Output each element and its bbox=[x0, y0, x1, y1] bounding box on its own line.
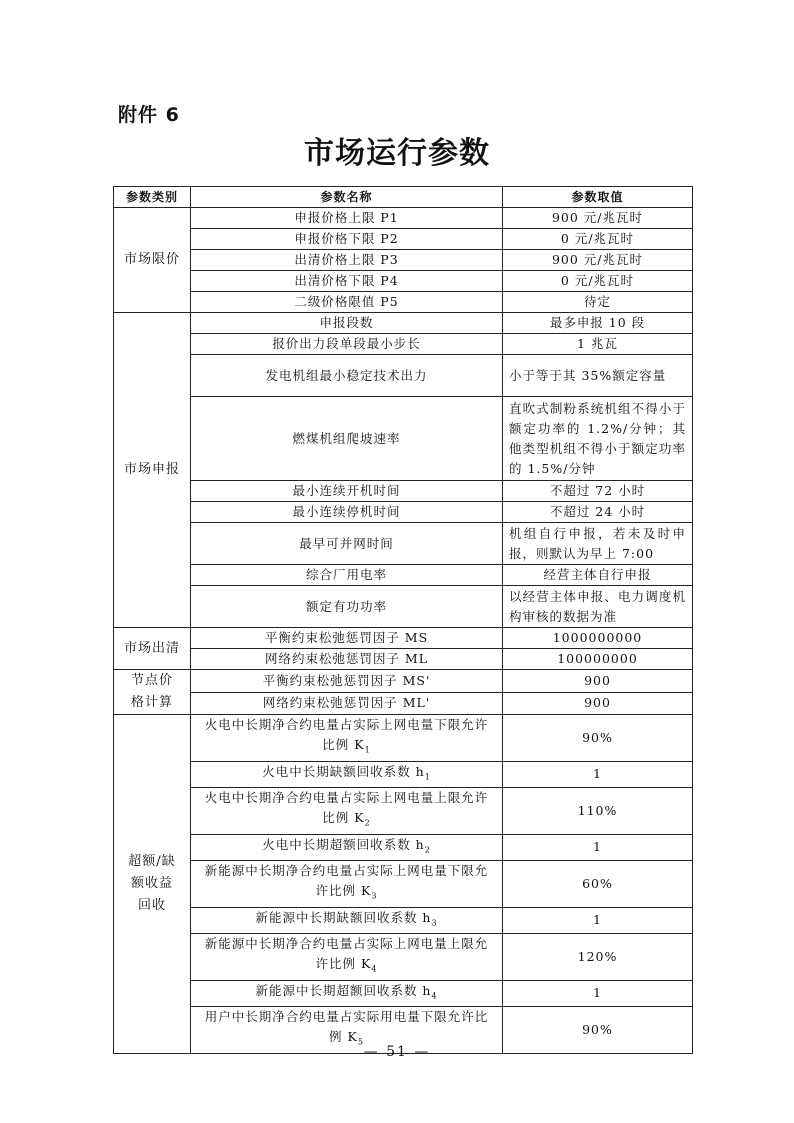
table-row bbox=[114, 229, 693, 250]
parameter-value-cell: 不超过 72 小时 bbox=[503, 481, 693, 502]
parameter-name: 新能源中长期净合约电量占实际上网电量上限允许比例 K bbox=[204, 936, 489, 971]
parameter-name-cell: 出清价格下限 P4 bbox=[191, 271, 503, 292]
parameter-name-cell: 网络约束松弛惩罚因子 ML' bbox=[191, 692, 503, 715]
parameter-value-cell: 小于等于其 35%额定容量 bbox=[503, 355, 693, 397]
parameter-value-cell: 以经营主体申报、电力调度机构审核的数据为准 bbox=[503, 586, 693, 628]
table-row bbox=[114, 502, 693, 523]
parameter-value-cell: 待定 bbox=[503, 292, 693, 313]
parameter-name-cell: 申报价格上限 P1 bbox=[191, 208, 503, 229]
parameter-name-cell: 综合厂用电率 bbox=[191, 565, 503, 586]
page-number: — 51 — bbox=[363, 1044, 431, 1060]
parameter-name-cell: 最小连续开机时间 bbox=[191, 481, 503, 502]
table-row bbox=[114, 692, 693, 715]
parameter-name: 火电中长期净合约电量占实际上网电量上限允许比例 K bbox=[204, 790, 489, 825]
parameter-value-cell: 1000000000 bbox=[503, 628, 693, 649]
parameter-value-cell: 0 元/兆瓦时 bbox=[503, 271, 693, 292]
parameter-value-cell: 110% bbox=[503, 788, 693, 835]
parameter-value-cell: 100000000 bbox=[503, 649, 693, 670]
category-cell: 超额/缺额收益回收 bbox=[114, 715, 191, 1054]
parameter-value-cell: 1 兆瓦 bbox=[503, 334, 693, 355]
parameter-value-cell: 90% bbox=[503, 715, 693, 762]
category-cell: 节点价格计算 bbox=[114, 670, 191, 715]
parameter-subscript: 3 bbox=[431, 918, 438, 927]
parameter-name-cell bbox=[191, 834, 503, 861]
parameter-subscript: 3 bbox=[371, 891, 378, 901]
table-row bbox=[114, 313, 693, 334]
parameter-name-cell bbox=[191, 907, 503, 934]
table-row bbox=[114, 670, 693, 693]
parameter-name-cell: 燃煤机组爬坡速率 bbox=[191, 397, 503, 481]
parameter-name-cell bbox=[191, 761, 503, 788]
table-row bbox=[114, 292, 693, 313]
table-row bbox=[114, 715, 693, 762]
parameter-name-cell bbox=[191, 861, 503, 908]
parameter-value-cell: 900 bbox=[503, 692, 693, 715]
table-row bbox=[114, 334, 693, 355]
parameter-subscript: 4 bbox=[431, 991, 438, 1000]
parameter-value-cell: 1 bbox=[503, 761, 693, 788]
parameter-name: 新能源中长期超额回收系数 h bbox=[255, 982, 432, 998]
table-row bbox=[114, 250, 693, 271]
parameter-name-cell: 最小连续停机时间 bbox=[191, 502, 503, 523]
header-name: 参数名称 bbox=[191, 187, 503, 208]
parameter-table bbox=[113, 186, 693, 1054]
parameter-name-cell: 申报价格下限 P2 bbox=[191, 229, 503, 250]
parameter-name-cell bbox=[191, 715, 503, 762]
table-row bbox=[114, 980, 693, 1007]
parameter-value-cell: 最多申报 10 段 bbox=[503, 313, 693, 334]
parameter-name: 火电中长期超额回收系数 h bbox=[262, 836, 425, 852]
parameter-name-cell: 报价出力段单段最小步长 bbox=[191, 334, 503, 355]
parameter-value-cell: 120% bbox=[503, 934, 693, 981]
parameter-name-cell: 平衡约束松弛惩罚因子 MS' bbox=[191, 670, 503, 693]
parameter-subscript: 4 bbox=[371, 964, 378, 974]
category-cell: 市场限价 bbox=[114, 208, 191, 313]
parameter-name-cell bbox=[191, 980, 503, 1007]
table-row bbox=[114, 934, 693, 981]
parameter-value-cell: 1 bbox=[503, 980, 693, 1007]
parameter-name-cell bbox=[191, 934, 503, 981]
parameter-name: 新能源中长期缺额回收系数 h bbox=[255, 909, 432, 925]
table-row bbox=[114, 208, 693, 229]
parameter-value-cell: 90% bbox=[503, 1007, 693, 1054]
parameter-name: 新能源中长期净合约电量占实际上网电量下限允许比例 K bbox=[204, 863, 489, 898]
parameter-subscript: 5 bbox=[357, 1037, 364, 1047]
table-row bbox=[114, 788, 693, 835]
parameter-name: 火电中长期净合约电量占实际上网电量下限允许比例 K bbox=[204, 717, 489, 752]
parameter-name-cell: 申报段数 bbox=[191, 313, 503, 334]
table-row bbox=[114, 565, 693, 586]
category-cell: 市场申报 bbox=[114, 313, 191, 628]
parameter-name-cell: 二级价格限值 P5 bbox=[191, 292, 503, 313]
parameter-value-cell: 机组自行申报，若未及时申报，则默认为早上 7:00 bbox=[503, 523, 693, 565]
table-row bbox=[114, 355, 693, 397]
attachment-label: 附件 6 bbox=[118, 104, 180, 126]
parameter-subscript: 1 bbox=[364, 745, 371, 755]
table-row bbox=[114, 481, 693, 502]
table-row bbox=[114, 523, 693, 565]
parameter-name-cell: 平衡约束松弛惩罚因子 MS bbox=[191, 628, 503, 649]
parameter-name-cell: 网络约束松弛惩罚因子 ML bbox=[191, 649, 503, 670]
page-title: 市场运行参数 bbox=[304, 136, 490, 171]
parameter-value-cell: 1 bbox=[503, 834, 693, 861]
parameter-name-cell: 最早可并网时间 bbox=[191, 523, 503, 565]
parameter-name-cell: 额定有功功率 bbox=[191, 586, 503, 628]
header-value: 参数取值 bbox=[503, 187, 693, 208]
parameter-subscript: 1 bbox=[424, 772, 431, 781]
table-row bbox=[114, 761, 693, 788]
parameter-value-cell: 1 bbox=[503, 907, 693, 934]
parameter-value-cell: 60% bbox=[503, 861, 693, 908]
parameter-name-cell bbox=[191, 788, 503, 835]
parameter-value-cell: 900 元/兆瓦时 bbox=[503, 208, 693, 229]
category-cell: 市场出清 bbox=[114, 628, 191, 670]
parameter-name-cell: 发电机组最小稳定技术出力 bbox=[191, 355, 503, 397]
parameter-name: 用户中长期净合约电量占实际用电量下限允许比例 K bbox=[204, 1009, 489, 1044]
parameter-value-cell: 直吹式制粉系统机组不得小于额定功率的 1.2%/分钟；其他类型机组不得小于额定功率的 1.5%/分钟 bbox=[503, 397, 693, 481]
table-row bbox=[114, 907, 693, 934]
parameter-name-cell: 出清价格上限 P3 bbox=[191, 250, 503, 271]
parameter-name: 火电中长期缺额回收系数 h bbox=[262, 763, 425, 779]
header-category: 参数类别 bbox=[114, 187, 191, 208]
table-row bbox=[114, 834, 693, 861]
parameter-subscript: 2 bbox=[424, 845, 431, 854]
parameter-value-cell: 900 元/兆瓦时 bbox=[503, 250, 693, 271]
parameter-subscript: 2 bbox=[364, 818, 371, 828]
parameter-value-cell: 不超过 24 小时 bbox=[503, 502, 693, 523]
table-row bbox=[114, 649, 693, 670]
table-row bbox=[114, 861, 693, 908]
table-row bbox=[114, 628, 693, 649]
parameter-value-cell: 经营主体自行申报 bbox=[503, 565, 693, 586]
table-row bbox=[114, 586, 693, 628]
parameter-value-cell: 0 元/兆瓦时 bbox=[503, 229, 693, 250]
table-row bbox=[114, 397, 693, 481]
parameter-value-cell: 900 bbox=[503, 670, 693, 693]
table-row bbox=[114, 271, 693, 292]
